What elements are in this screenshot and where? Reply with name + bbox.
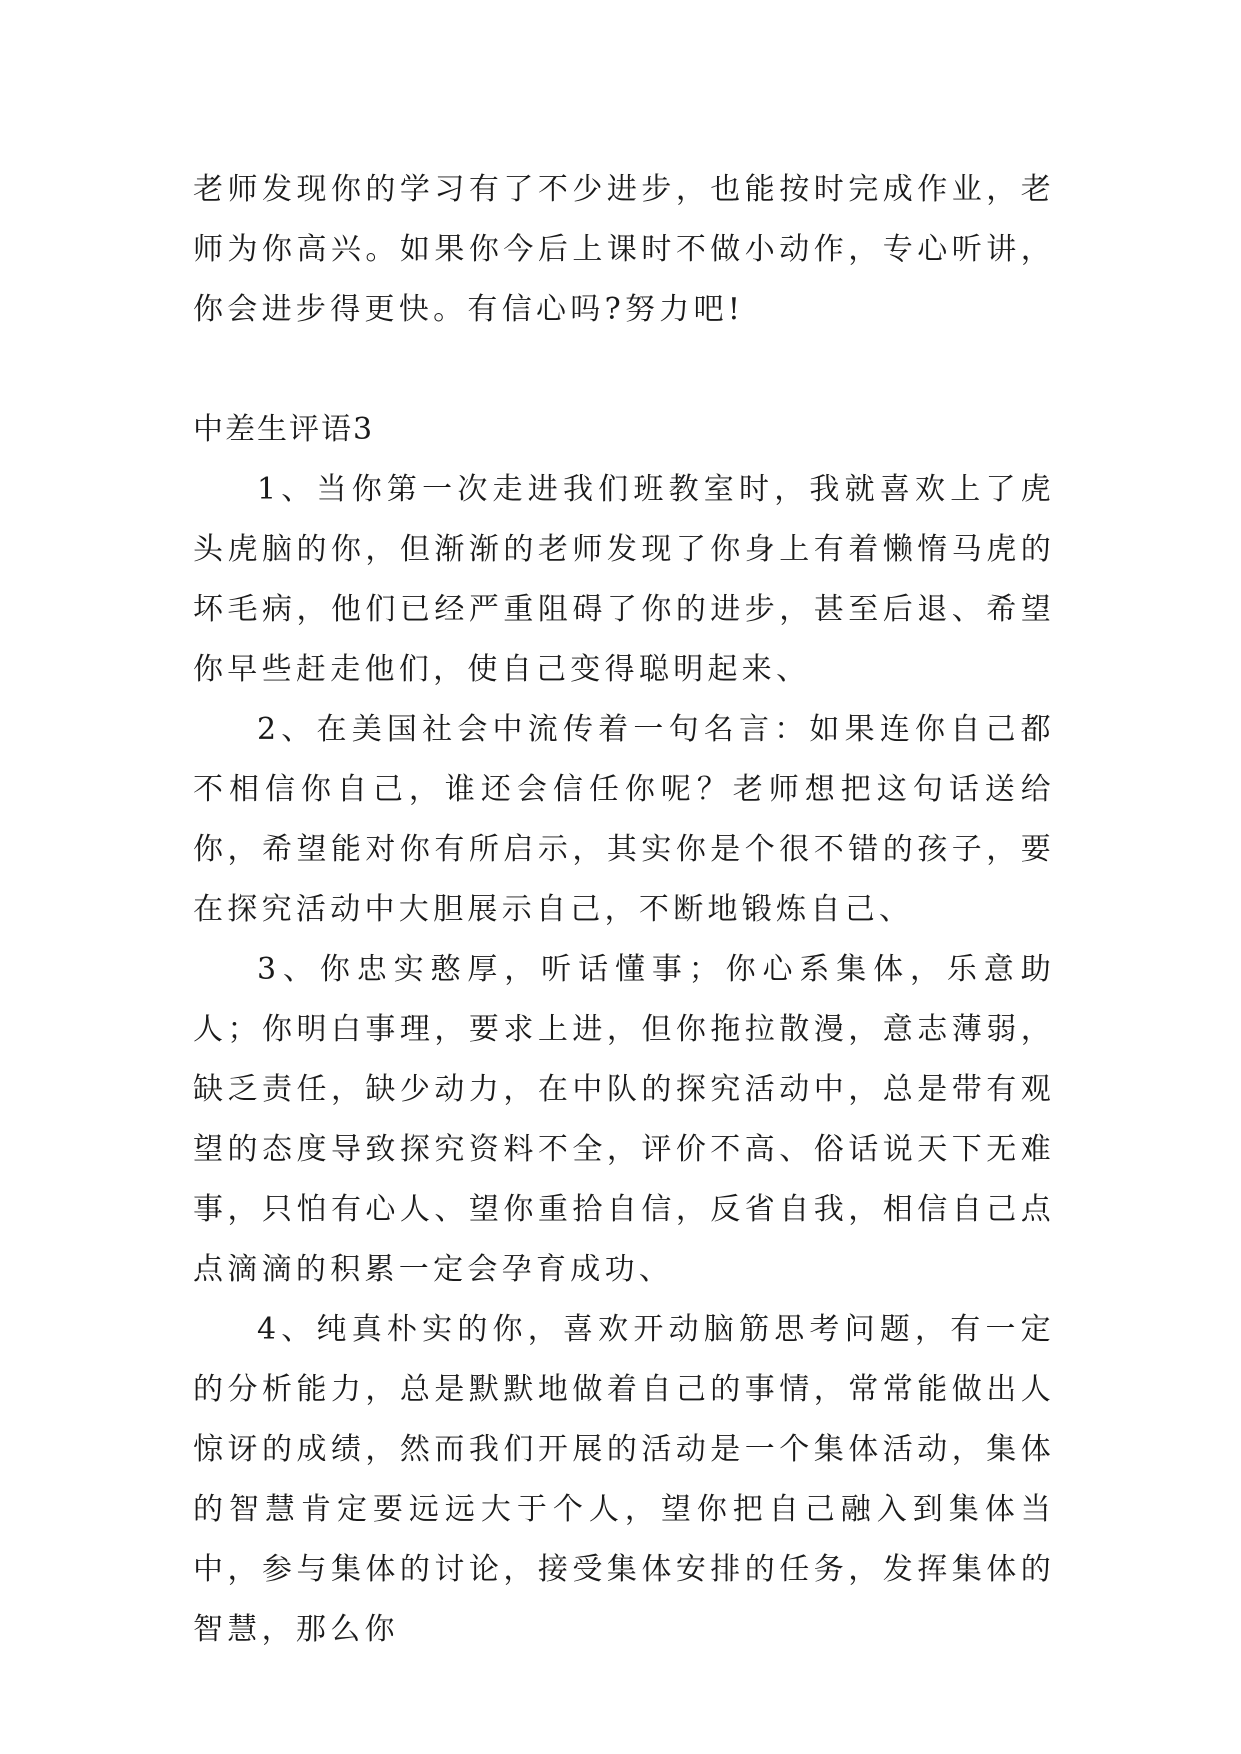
comment-item-3: 3、你忠实憨厚，听话懂事；你心系集体，乐意助人；你明白事理，要求上进，但你拖拉散漫，意志薄弱，缺乏责任，缺少动力，在中队的探究活动中，总是带有观望的态度导致探究资料不全，评价不高、俗话说天下无难事，只怕有心人、望你重拾自信，反省自我，相信自己点点滴滴的积累一定会孕育成功、 xyxy=(193,952,1055,1287)
comment-item-4: 4、纯真朴实的你，喜欢开动脑筋思考问题，有一定的分析能力，总是默默地做着自己的事情，常常能做出人惊讶的成绩，然而我们开展的活动是一个集体活动，集体的智慧肯定要远远大于个人，望你把自己融入到集体当中，参与集体的讨论，接受集体安排的任务，发挥集体的智慧，那么你 xyxy=(193,1312,1055,1647)
document-page xyxy=(193,160,1055,1660)
intro-paragraph: 老师发现你的学习有了不少进步，也能按时完成作业，老师为你高兴。如果你今后上课时不做小动作，专心听讲，你会进步得更快。有信心吗?努力吧! xyxy=(193,172,1055,327)
comment-item-1: 1、当你第一次走进我们班教室时，我就喜欢上了虎头虎脑的你，但渐渐的老师发现了你身上有着懒惰马虎的坏毛病，他们已经严重阻碍了你的进步，甚至后退、希望你早些赶走他们，使自己变得聪明起来、 xyxy=(193,472,1055,687)
comment-item-2: 2、在美国社会中流传着一句名言：如果连你自己都不相信你自己，谁还会信任你呢？老师想把这句话送给你，希望能对你有所启示，其实你是个很不错的孩子，要在探究活动中大胆展示自己，不断地锻炼自己、 xyxy=(193,712,1055,927)
section-title: 中差生评语3 xyxy=(193,412,375,447)
